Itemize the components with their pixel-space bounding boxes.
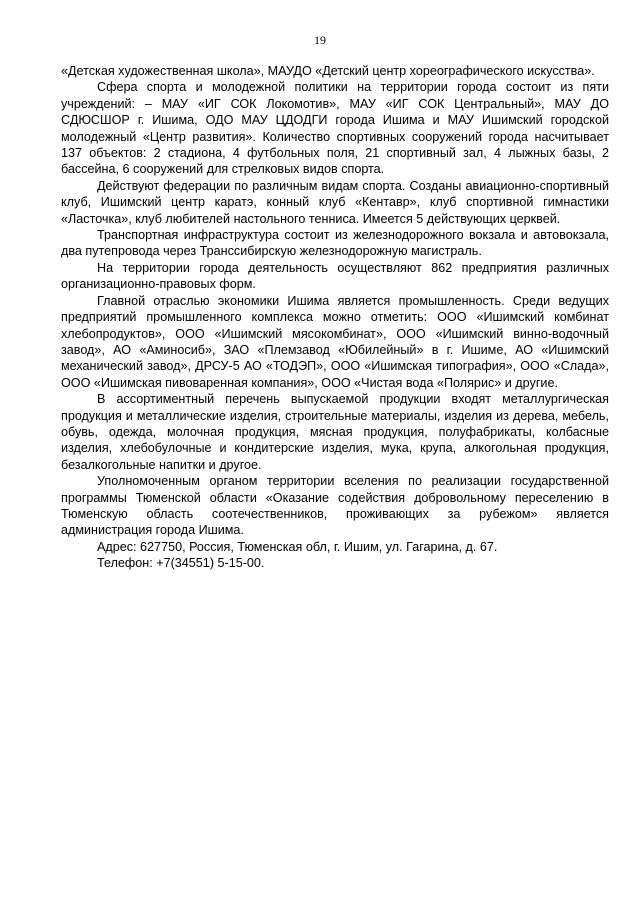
paragraph-sports: Сфера спорта и молодежной политики на территории города состоит из пяти учреждений: – МАУ «ИГ СОК Локомотив», МАУ «ИГ СОК Центральный», МАУ ДО СДЮСШОР г. Ишима, ОДО МАУ ЦДОДГИ города Ишима и МАУ Ишимский городской молодежный «Центр развития». Количество спортивных сооружений города насчитывает 137 объектов: 2 стадиона, 4 футбольных поля, 21 спортивный зал, 4 лыжных базы, 2 бассейна, 6 сооружений для стрелковых видов спорта. xyxy=(61,80,609,177)
paragraph-authority: Уполномоченным органом территории вселения по реализации государственной программы Тюменской области «Оказание содействия добровольному переселению в Тюменскую область соотечественников, проживающих за рубежом» является администрация города Ишима. xyxy=(61,474,609,538)
paragraph-continuation: «Детская художественная школа», МАУДО «Детский центр хореографического искусства». xyxy=(61,64,595,78)
paragraph-address: Адрес: 627750, Россия, Тюменская обл, г. Ишим, ул. Гагарина, д. 67. xyxy=(97,539,498,554)
paragraph-federations: Действуют федерации по различным видам спорта. Созданы авиационно-спортивный клуб, Ишимский центр каратэ, конный клуб «Кентавр», клуб спортивной гимнастики «Ласточка», клуб любителей настольного тенниса. Имеется 5 действующих церквей. xyxy=(61,178,609,226)
paragraph-industry: Главной отраслью экономики Ишима является промышленность. Среди ведущих предприятий промышленного комплекса можно отметить: ООО «Ишимский комбинат хлебопродуктов», ООО «Ишимский мясокомбинат», ООО «Ишимский винно-водочный завод», АО «Аминосиб», ЗАО «Племзавод «Юбилейный» в г. Ишиме, АО «Ишимский механический завод», ДРСУ-5 АО «ТОДЭП», ООО «Ишимская типография», ООО «Слада», ООО «Ишимская пивоваренная компания», ООО «Чистая вода «Полярис» и другие. xyxy=(61,293,609,390)
paragraph-products: В ассортиментный перечень выпускаемой продукции входят металлургическая продукция и металлические изделия, строительные материалы, изделия из дерева, мебель, обувь, одежда, молочная продукция, мясная продукция, полуфабрикаты, колбасные изделия, хлебобулочные и кондитерские изделия, мука, крупа, алкогольная продукция, безалкогольные напитки и другое. xyxy=(61,392,609,472)
page-number: 19 xyxy=(314,33,326,47)
paragraph-transport: Транспортная инфраструктура состоит из железнодорожного вокзала и автовокзала, два путепровода через Транссибирскую железнодорожную магистраль. xyxy=(61,228,609,259)
paragraph-enterprises: На территории города деятельность осуществляют 862 предприятия различных организационно-правовых форм. xyxy=(61,260,609,292)
paragraph-phone: Телефон: +7(34551) 5-15-00. xyxy=(97,556,265,571)
document-body xyxy=(61,63,609,572)
